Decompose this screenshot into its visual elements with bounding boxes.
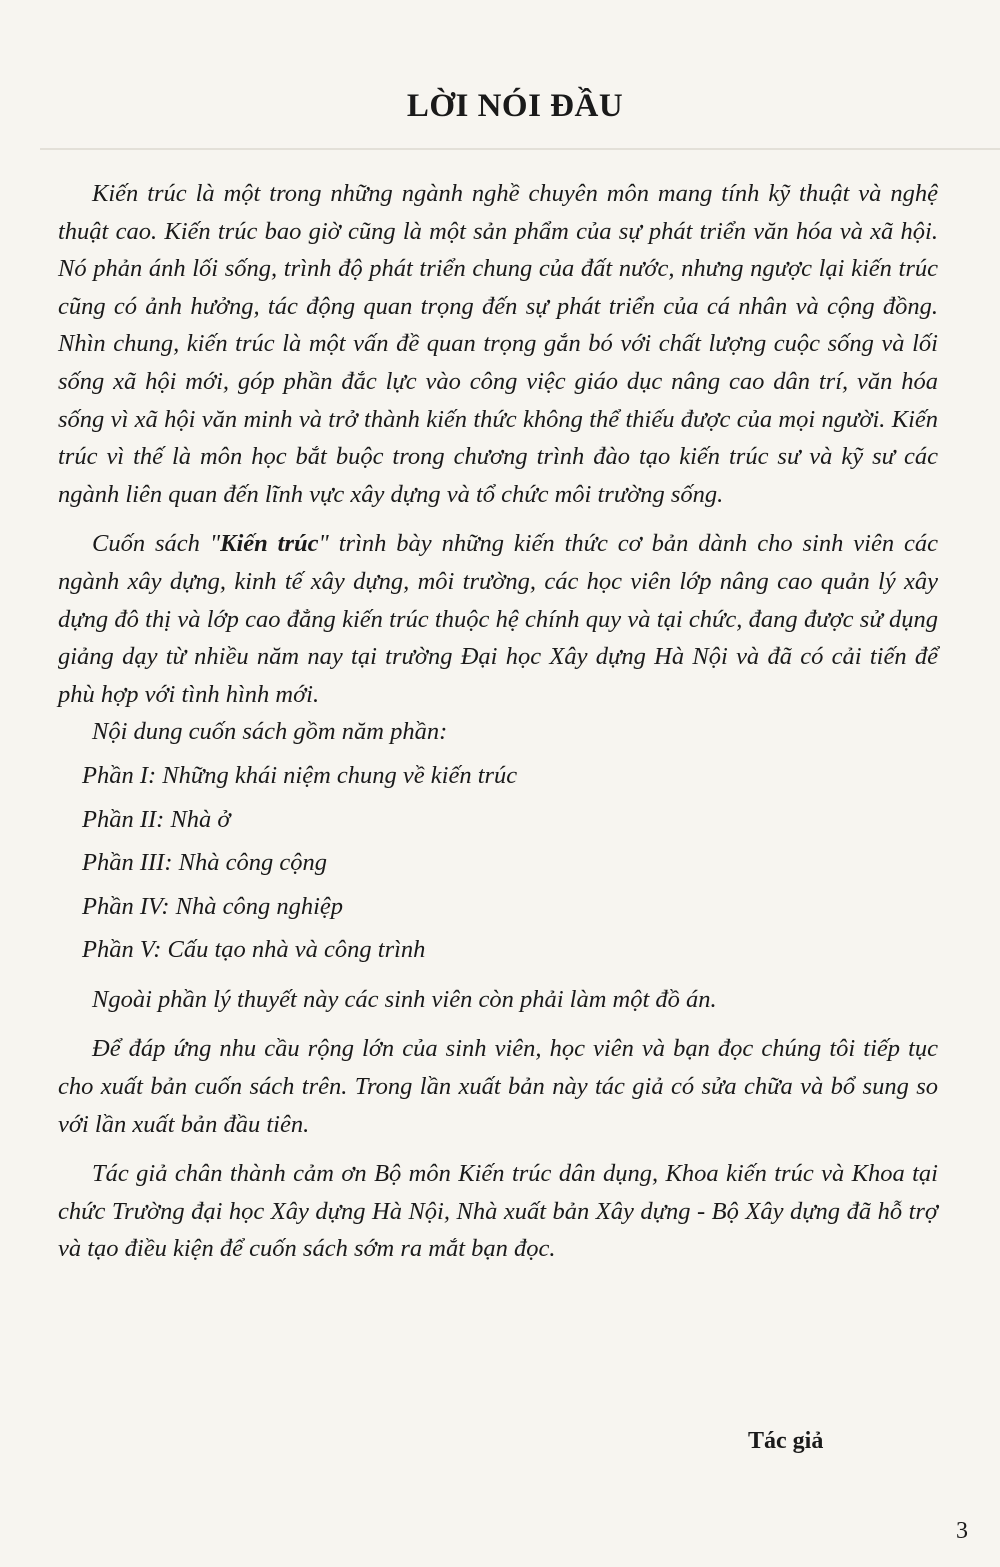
part-item: Phần III: Nhà công cộng	[82, 849, 327, 877]
paragraph-publication: Để đáp ứng nhu cầu rộng lớn của sinh viên, học viên và bạn đọc chúng tôi tiếp tục cho xuất bản cuốn sách trên. Trong lần xuất bản này tác giả có sửa chữa và bổ sung so với lần xuất bản đầu tiên.	[58, 1035, 938, 1138]
page-title: LỜI NÓI ĐẦU	[406, 88, 624, 124]
part-item: Phần IV: Nhà công nghiệp	[82, 892, 344, 920]
book-desc-rest: " trình bày những kiến thức cơ bản dành cho sinh viên các ngành xây dựng, kinh tế xây dựng, môi trường, các học viên lớp nâng cao quản lý xây dựng đô thị và lớp cao đẳng kiến trúc thuộc hệ chính quy và tại chức, đang được sử dụng giảng dạy từ nhiều năm nay tại trường Đại học Xây dựng Hà Nội và đã có cải tiến để phù hợp với tình hình mới.	[58, 530, 938, 708]
part-item: Phần II: Nhà ở	[82, 805, 231, 833]
paragraph-contents-intro: Nội dung cuốn sách gồm năm phần:	[92, 718, 448, 746]
paragraph-intro: Kiến trúc là một trong những ngành nghề chuyên môn mang tính kỹ thuật và nghệ thuật cao. Kiến trúc bao giờ cũng là một sản phẩm của sự phát triển văn hóa và xã hội. Nó phản ánh lối sống, trình độ phát triển chung của đất nước, nhưng ngược lại kiến trúc cũng có ảnh hưởng, tác động quan trọng đến sự phát triển của cá nhân và cộng đồng. Nhìn chung, kiến trúc là một vấn đề quan trọng gắn bó với chất lượng cuộc sống và lối sống xã hội mới, góp phần đắc lực vào công việc giáo dục nâng cao dân trí, văn hóa sống vì xã hội văn minh và trở thành kiến thức không thể thiếu được của mọi người. Kiến trúc vì thế là môn học bắt buộc trong chương trình đào tạo kiến trúc sư và kỹ sư các ngành liên quan đến lĩnh vực xây dựng và tổ chức môi trường sống.	[58, 180, 938, 508]
header-divider	[40, 148, 1000, 150]
part-item: Phần I: Những khái niệm chung về kiến trúc	[82, 761, 518, 789]
paragraph-thanks: Tác giả chân thành cảm ơn Bộ môn Kiến trúc dân dụng, Khoa kiến trúc và Khoa tại chức Trường đại học Xây dựng Hà Nội, Nhà xuất bản Xây dựng - Bộ Xây dựng đã hỗ trợ và tạo điều kiện để cuốn sách sớm ra mắt bạn đọc.	[58, 1160, 938, 1263]
author-signature: Tác giả	[748, 1428, 824, 1454]
part-item: Phần V: Cấu tạo nhà và công trình	[82, 936, 426, 964]
book-title: Kiến trúc	[220, 530, 319, 558]
paragraph-book-description	[58, 525, 938, 713]
preface-body	[58, 175, 938, 1268]
paragraph-project: Ngoài phần lý thuyết này các sinh viên còn phải làm một đồ án.	[92, 985, 717, 1013]
page-number: 3	[956, 1518, 968, 1544]
book-desc-prefix: Cuốn sách "	[92, 530, 221, 558]
